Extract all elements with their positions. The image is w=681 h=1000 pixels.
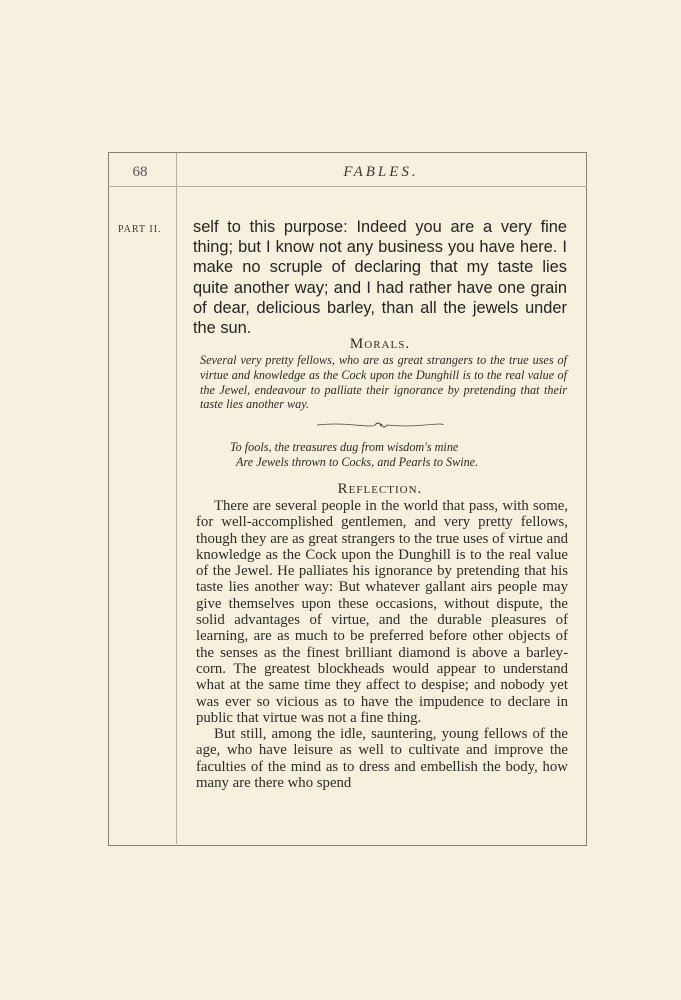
- morals-heading: [193, 336, 567, 353]
- reflection-paragraph-1: There are several people in the world that pass, with some, for well-accomplished gentlemen, and very pretty fellows, though they are as great strangers to the true uses of virtue and knowledge as the Cock upon the Dunghill is to the real value of the Jewel. He palliates his ignorance by pretending that his taste lies another way: But whatever gallant airs people may give themselves upon these occasions, without dispute, the solid advantages of virtue, and the durable pleasures of learning, are as much to be preferred before other objects of the senses as the finest brilliant diamond is above a barley-corn. The greatest blockheads would appear to understand what at the same time they affect to despise; and nobody yet was ever so vicious as to have the impudence to declare in public that virtue was not a fine thing.: [196, 498, 568, 726]
- reflection-heading: [193, 481, 567, 498]
- page-number: 68: [132, 164, 148, 180]
- couplet-line-1: To fools, the treasures dug from wisdom's mine: [230, 440, 459, 454]
- moral-couplet: [230, 440, 550, 470]
- moral-text: Several very pretty fellows, who are as great strangers to the true uses of virtue and knowledge as the Cock upon the Dunghill is to the real value of the Jewel, endeavour to palliate their ignorance by pretending that their taste lies another way.: [200, 353, 567, 412]
- reflection-heading-text: Reflection.: [337, 481, 423, 497]
- ornament-divider: [315, 420, 445, 430]
- header-rule: [108, 186, 587, 187]
- fable-body: [193, 217, 567, 338]
- fable-paragraph: self to this purpose: Indeed you are a very fine thing; but I know not any business you have here. I make no scruple of declaring that my taste lies quite another way; and I had rather have one grain of dear, delicious barley, than all the jewels under the sun.: [193, 218, 567, 338]
- reflection-body: [196, 498, 568, 791]
- margin-note: PART II.: [118, 224, 162, 235]
- morals-heading-text: Morals.: [349, 336, 411, 352]
- running-title: FABLES.: [343, 164, 419, 180]
- margin-rule: [176, 153, 177, 844]
- reflection-paragraph-2: But still, among the idle, sauntering, young fellows of the age, who have leisure as well to cultivate and improve the faculties of the mind as to dress and embellish the body, how many are there who spend: [196, 726, 568, 792]
- couplet-line-2: Are Jewels thrown to Cocks, and Pearls to Swine.: [236, 455, 479, 469]
